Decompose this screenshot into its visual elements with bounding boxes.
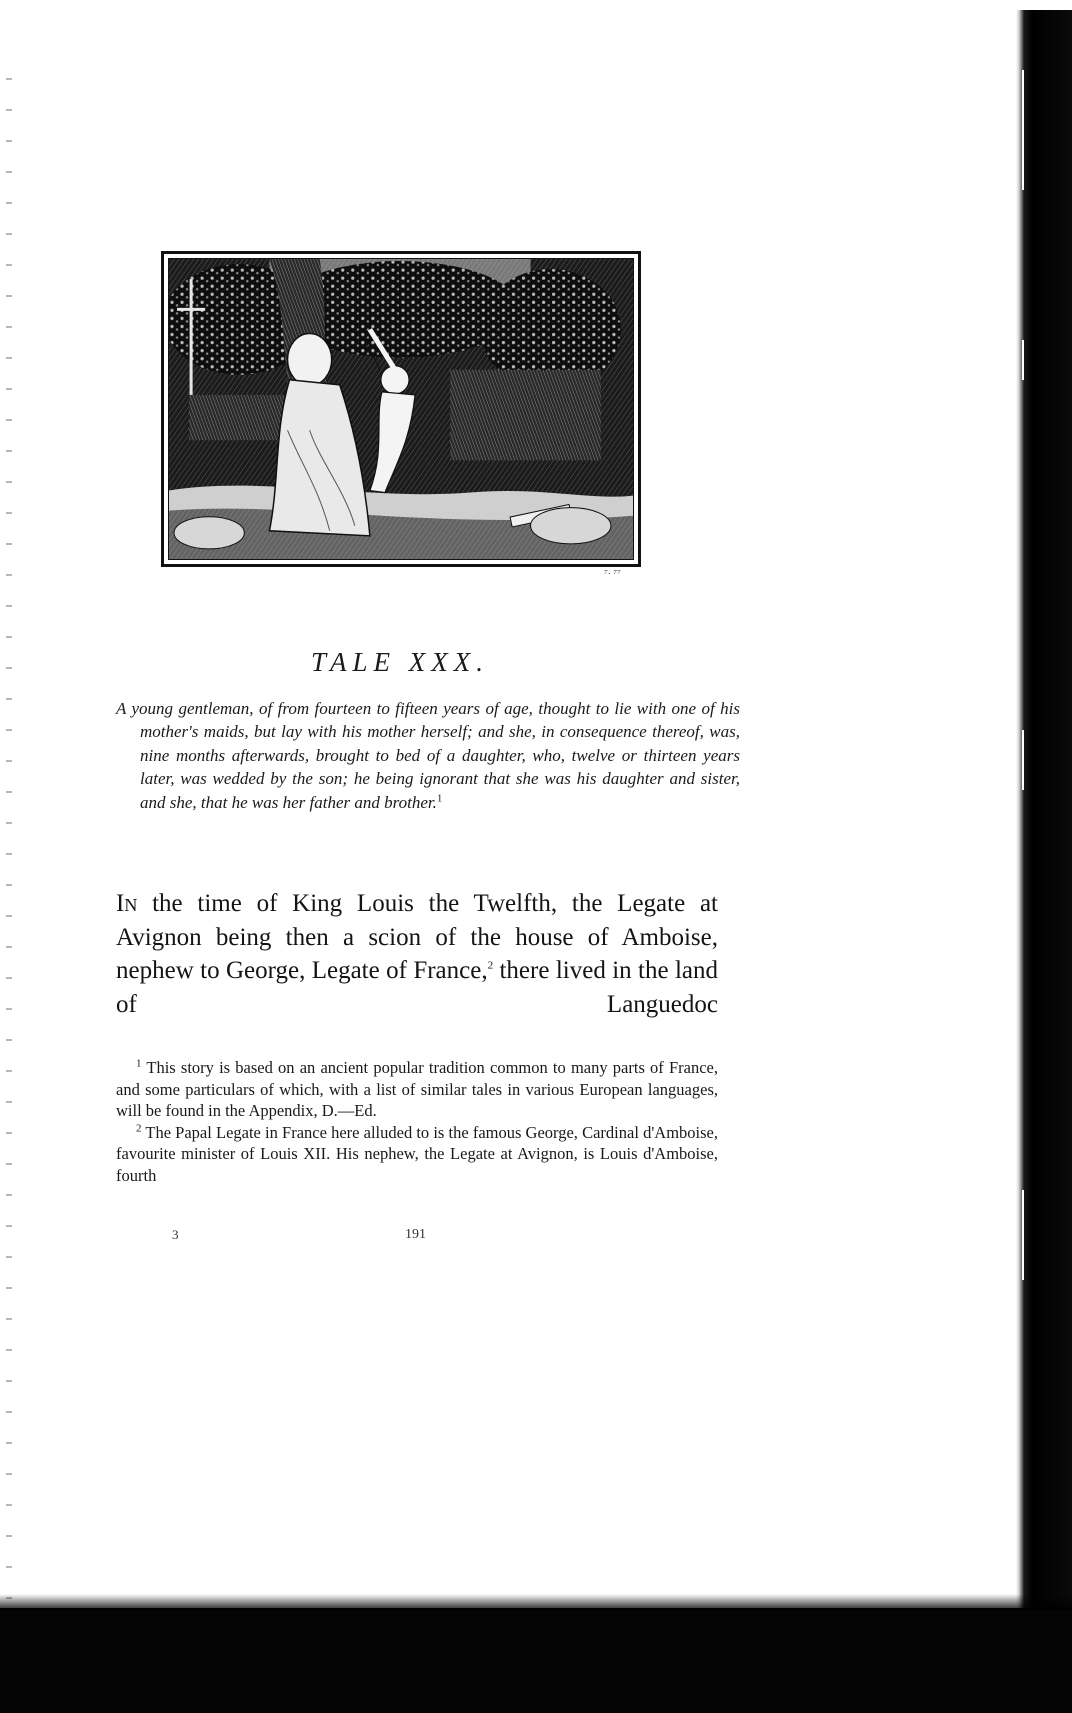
gutter-scan-marks xyxy=(6,60,12,1620)
footnote-marker: 1 xyxy=(136,1057,142,1070)
footnote-marker: 2 xyxy=(136,1122,142,1134)
page-edge-bottom xyxy=(0,1608,1072,1713)
footnote-text: The Papal Legate in France here alluded to is the famous George, Cardinal d'Amboise, favourite minister of Louis XII. His nephew, the Legate at Avignon, is Louis d'Amboise, fourth xyxy=(116,1122,718,1185)
signature-mark: 3 xyxy=(172,1227,179,1242)
summary-text: A young gentleman, of from fourteen to fifteen years of age, thought to lie with one of his mother's maids, but lay with his mother herself; and she, in consequence thereof, was, nine months afterwards, brought to bed of a daughter, who, twelve or thirteen years later, was wedded by the son; he being ignorant that she was his daughter and sister, and she, that he was her father and brother. xyxy=(116,699,740,812)
footnote-text: This story is based on an ancient popular tradition common to many parts of France, and some particulars of which, with a list of similar tales in various European languages, will be found in the Appendix, D.—Ed. xyxy=(116,1058,718,1120)
body-note-ref: 2 xyxy=(487,959,494,972)
footnote xyxy=(116,1122,718,1187)
body-lead-word: In xyxy=(116,890,138,917)
body-text-part-b: there lived in the land of Languedoc xyxy=(116,957,718,1018)
tale-summary xyxy=(116,697,740,814)
tale-title: TALE XXX. xyxy=(311,647,489,677)
footnotes xyxy=(116,1057,718,1186)
body-text-part-a: the time of King Louis the Twelfth, the Legate at Avignon being then a scion of the house of Amboise, nephew to George, Legate of France, xyxy=(116,890,718,984)
engraver-mark: ⁷· ⁷⁷ xyxy=(604,568,621,580)
body-text xyxy=(116,887,718,1021)
page-number: 191 xyxy=(405,1227,426,1242)
summary-note-ref: 1 xyxy=(436,791,443,804)
engraving-scene-icon xyxy=(169,259,633,559)
tale-illustration xyxy=(161,251,641,567)
footnote xyxy=(116,1057,718,1122)
page-edge-right xyxy=(1016,10,1072,1630)
